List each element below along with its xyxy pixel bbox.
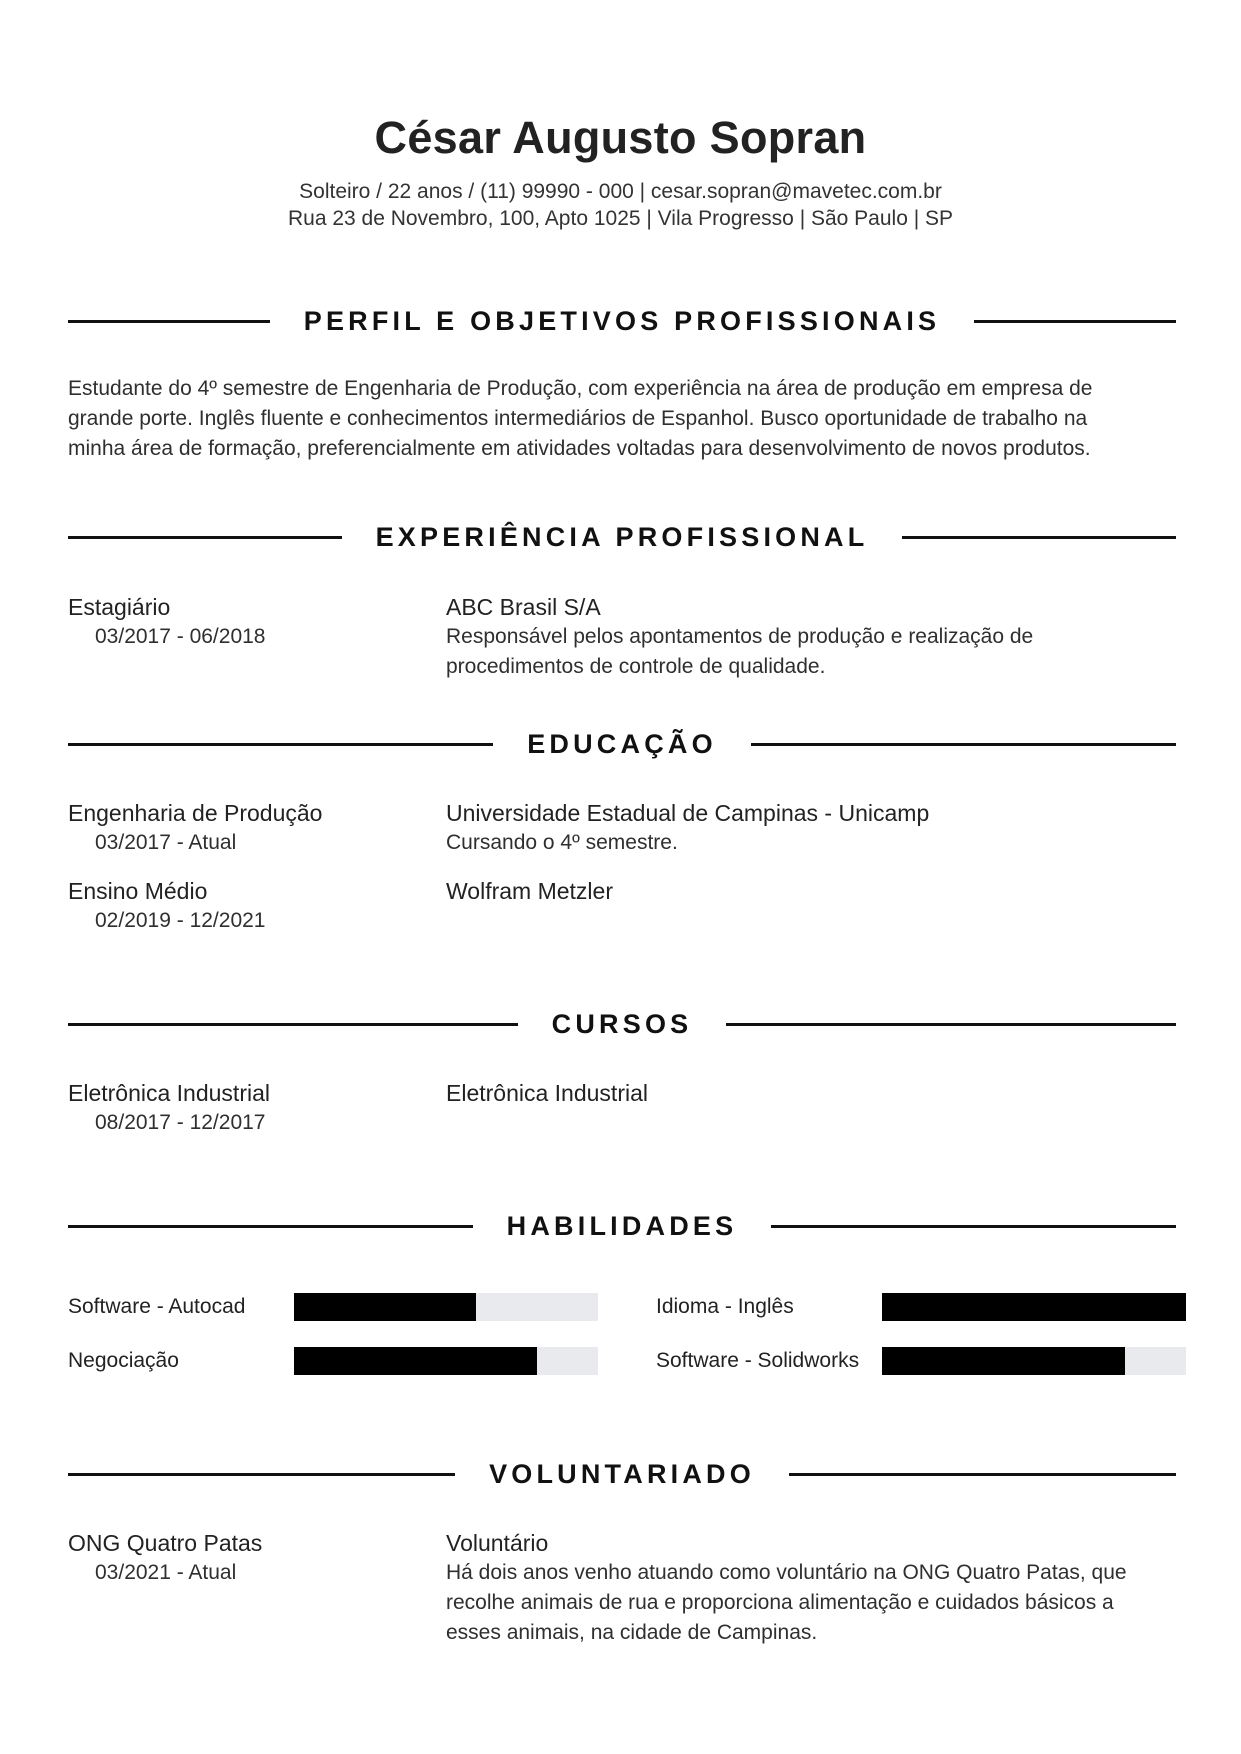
volunteer-description-line: esses animais, na cidade de Campinas. — [446, 1621, 818, 1644]
section-title: HABILIDADES — [506, 1210, 738, 1241]
volunteer-role: Voluntário — [446, 1530, 549, 1556]
job-description-line: procedimentos de controle de qualidade. — [446, 655, 826, 678]
heading-rule-left — [68, 743, 493, 746]
skill-label: Software - Autocad — [68, 1295, 246, 1318]
skill-item — [68, 1292, 598, 1322]
job-role: Estagiário — [68, 594, 171, 620]
section-heading-skills — [68, 1206, 1176, 1246]
heading-rule-left — [68, 1473, 455, 1476]
heading-rule-left — [68, 1225, 473, 1228]
section-heading-courses — [68, 1004, 1176, 1044]
skill-level-fill — [882, 1293, 1186, 1321]
heading-rule-left — [68, 1023, 518, 1026]
candidate-name: César Augusto Sopran — [374, 112, 867, 163]
skill-level-bar — [294, 1347, 598, 1375]
profile-summary — [68, 374, 1178, 464]
section-heading-education — [68, 724, 1176, 764]
section-heading-profile — [68, 301, 1176, 341]
course-dates: 02/2019 - 12/2021 — [95, 909, 266, 932]
heading-rule-left — [68, 536, 342, 539]
heading-rule-right — [751, 743, 1176, 746]
institution-name: Wolfram Metzler — [446, 878, 613, 904]
course-name: Eletrônica Industrial — [68, 1080, 270, 1106]
volunteer-description-line: recolhe animais de rua e proporciona alimentação e cuidados básicos a — [446, 1591, 1114, 1614]
profile-line: Estudante do 4º semestre de Engenharia de Produção, com experiência na área de produção em empresa de — [68, 377, 1093, 400]
section-title: VOLUNTARIADO — [489, 1458, 755, 1489]
resume-header — [0, 110, 1241, 232]
section-title: CURSOS — [551, 1008, 693, 1039]
contact-line-address: Rua 23 de Novembro, 100, Apto 1025 | Vila Progresso | São Paulo | SP — [287, 207, 954, 230]
heading-rule-right — [902, 536, 1176, 539]
volunteer-description-line: Há dois anos venho atuando como voluntário na ONG Quatro Patas, que — [446, 1561, 1127, 1584]
skill-label: Software - Solidworks — [656, 1349, 860, 1372]
skill-level-bar — [294, 1293, 598, 1321]
skill-level-fill — [294, 1293, 476, 1321]
course-dates: 03/2017 - Atual — [95, 831, 237, 854]
course-dates: 08/2017 - 12/2017 — [95, 1111, 266, 1134]
section-heading-experience — [68, 517, 1176, 557]
skill-item — [656, 1346, 1186, 1376]
skill-label: Negociação — [68, 1349, 179, 1372]
job-dates: 03/2017 - 06/2018 — [95, 625, 266, 648]
skill-level-bar — [882, 1347, 1186, 1375]
section-title: EDUCAÇÃO — [527, 728, 717, 759]
job-description-line: Responsável pelos apontamentos de produção e realização de — [446, 625, 1034, 648]
section-title: PERFIL E OBJETIVOS PROFISSIONAIS — [303, 305, 941, 336]
profile-line: grande porte. Inglês fluente e conhecimentos intermediários de Espanhol. Busco oportunidade de trabalho na — [68, 407, 1088, 430]
skill-label: Idioma - Inglês — [656, 1295, 794, 1318]
section-title: EXPERIÊNCIA PROFISSIONAL — [375, 521, 869, 552]
skill-level-fill — [882, 1347, 1125, 1375]
profile-line: minha área de formação, preferencialmente em atividades voltadas para desenvolvimento de novos produtos. — [68, 437, 1091, 460]
skill-level-fill — [294, 1347, 537, 1375]
heading-rule-right — [974, 320, 1176, 323]
skill-level-bar — [882, 1293, 1186, 1321]
skill-item — [656, 1292, 1186, 1322]
course-name: Ensino Médio — [68, 878, 208, 904]
contact-line-personal: Solteiro / 22 anos / (11) 99990 - 000 | cesar.sopran@mavetec.com.br — [299, 180, 942, 203]
heading-rule-left — [68, 320, 270, 323]
heading-rule-right — [771, 1225, 1176, 1228]
skill-item — [68, 1346, 598, 1376]
heading-rule-right — [726, 1023, 1176, 1026]
organization-name: ONG Quatro Patas — [68, 1530, 263, 1556]
course-name: Engenharia de Produção — [68, 800, 323, 826]
institution-name: Universidade Estadual de Campinas - Unicamp — [446, 800, 930, 826]
course-description: Cursando o 4º semestre. — [446, 831, 678, 854]
heading-rule-right — [789, 1473, 1176, 1476]
section-heading-volunteer — [68, 1454, 1176, 1494]
company-name: ABC Brasil S/A — [446, 594, 601, 620]
course-provider: Eletrônica Industrial — [446, 1080, 648, 1106]
volunteer-dates: 03/2021 - Atual — [95, 1561, 237, 1584]
